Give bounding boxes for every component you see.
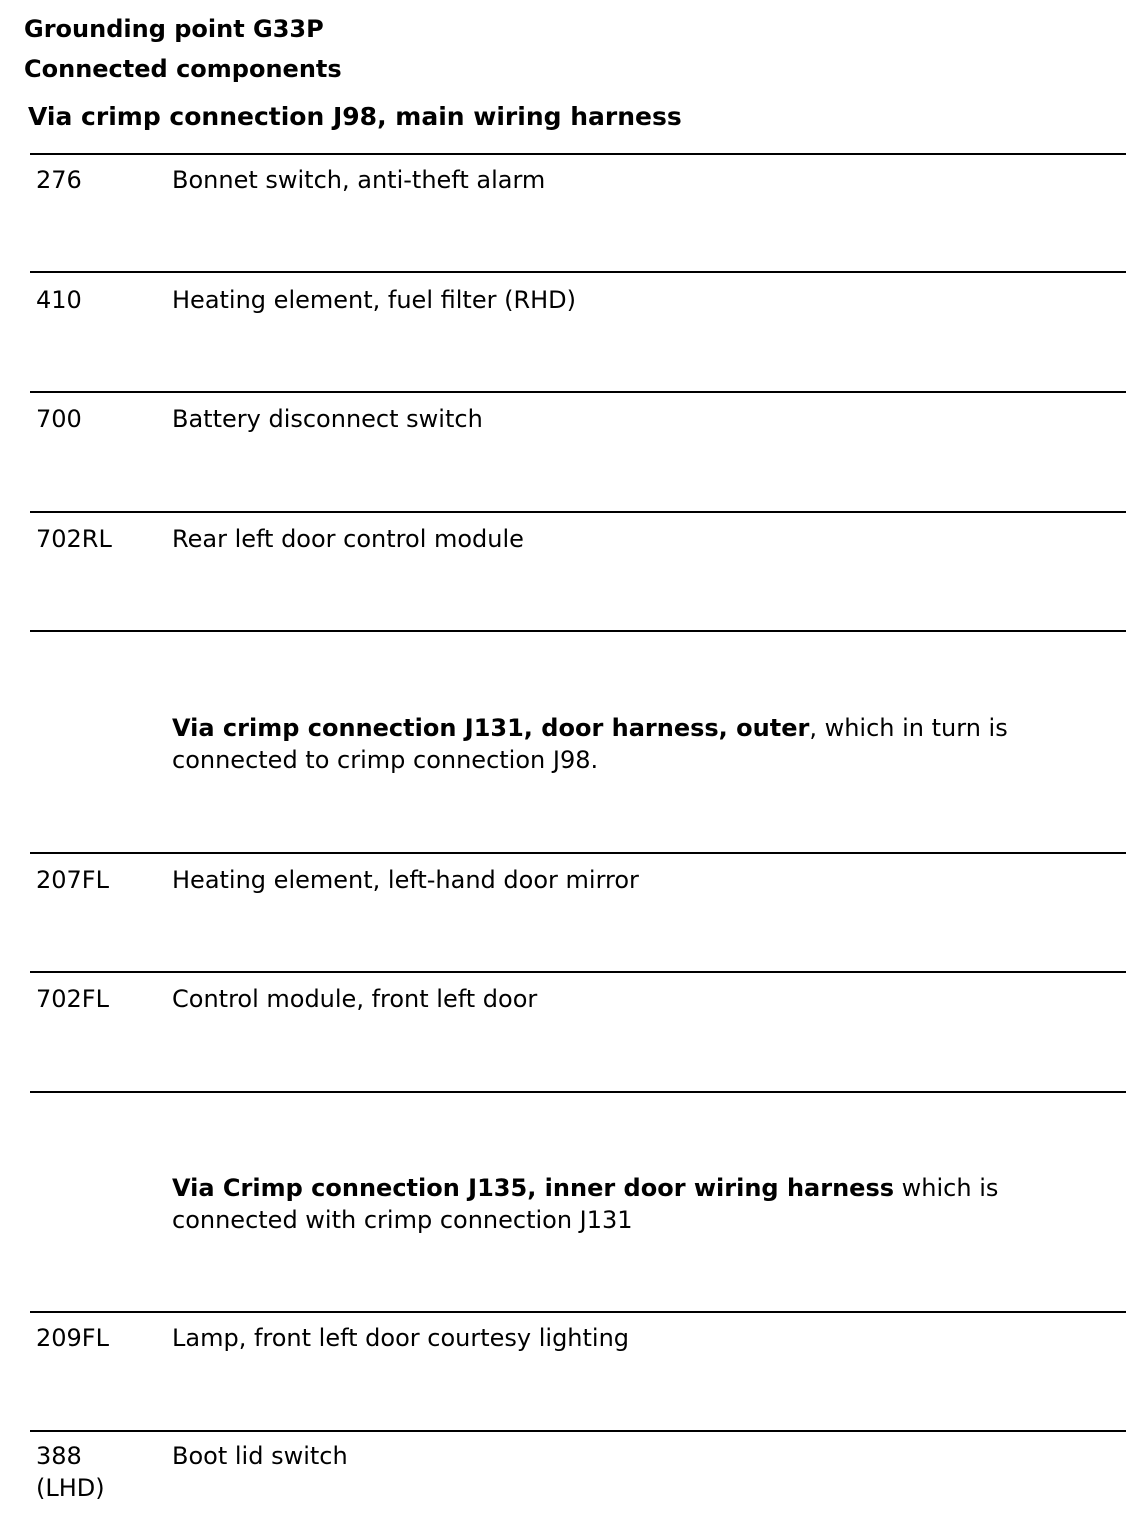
component-code: 276 <box>36 166 82 194</box>
component-description: Heating element, fuel filter (RHD) <box>172 286 577 314</box>
section-intro-j135 <box>172 1172 1122 1236</box>
divider <box>30 391 1126 393</box>
component-code: 207FL <box>36 866 109 894</box>
divider <box>30 511 1126 513</box>
component-code: 700 <box>36 405 82 433</box>
section-intro-text: which is connected with crimp connection J131 <box>172 1174 999 1234</box>
component-description: Lamp, front left door courtesy lighting <box>172 1324 630 1352</box>
component-description: Bonnet switch, anti-theft alarm <box>172 166 546 194</box>
component-description: Heating element, left-hand door mirror <box>172 866 639 894</box>
page-subtitle: Connected components <box>24 55 342 83</box>
section-intro-bold: Via Crimp connection J135, inner door wiring harness <box>172 1174 895 1202</box>
section-heading-j98: Via crimp connection J98, main wiring harness <box>28 102 682 131</box>
divider <box>30 630 1126 632</box>
component-description: Control module, front left door <box>172 985 538 1013</box>
component-description: Rear left door control module <box>172 525 524 553</box>
component-code-note: (LHD) <box>36 1474 105 1502</box>
page-title: Grounding point G33P <box>24 15 324 43</box>
component-description: Battery disconnect switch <box>172 405 483 433</box>
component-code: 388 <box>36 1442 82 1470</box>
section-intro-bold: Via crimp connection J131, door harness, outer <box>172 714 810 742</box>
component-code: 702FL <box>36 985 109 1013</box>
divider <box>30 971 1126 973</box>
divider <box>30 1311 1126 1313</box>
section-intro-text: , which in turn is connected to crimp connection J98. <box>172 714 1008 774</box>
component-description: Boot lid switch <box>172 1442 348 1470</box>
divider <box>30 153 1126 155</box>
divider <box>30 852 1126 854</box>
divider <box>30 271 1126 273</box>
section-intro-j131 <box>172 712 1122 776</box>
divider <box>30 1430 1126 1432</box>
divider <box>30 1091 1126 1093</box>
component-code: 209FL <box>36 1324 109 1352</box>
component-code: 702RL <box>36 525 112 553</box>
component-code: 410 <box>36 286 82 314</box>
